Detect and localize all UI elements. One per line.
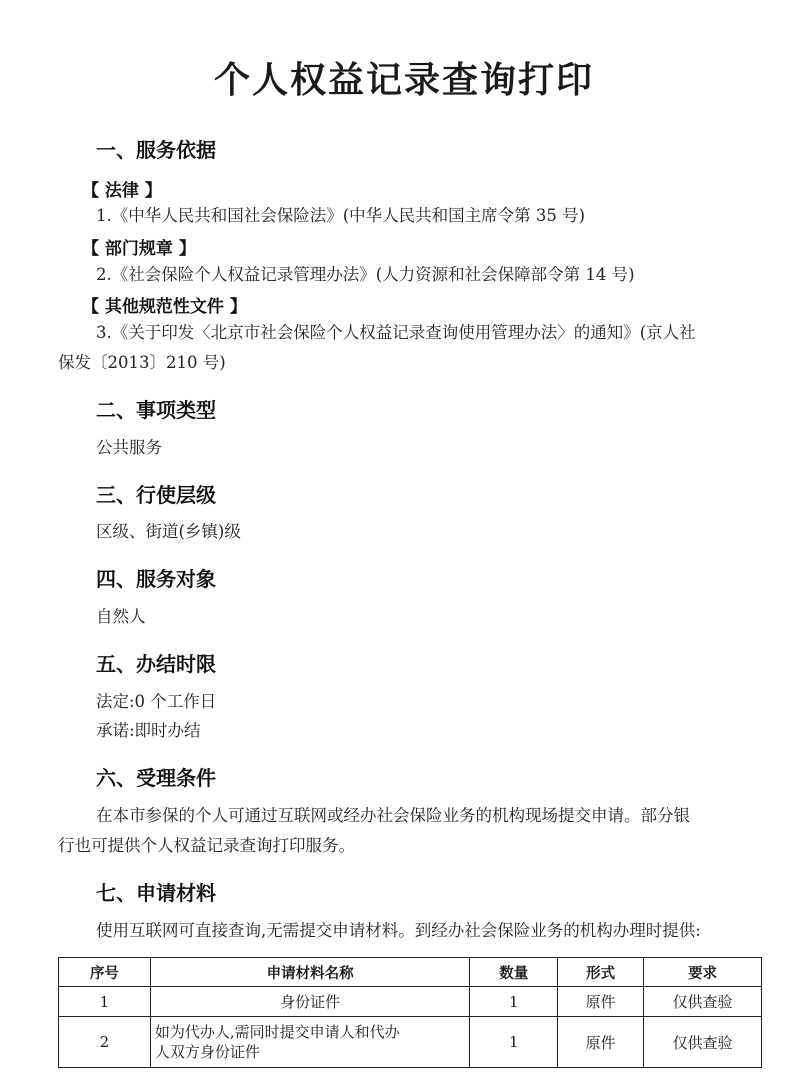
section-heading-basis: 一、服务依据 xyxy=(96,138,216,162)
column-header-form: 形式 xyxy=(558,958,644,987)
section-heading-target: 四、服务对象 xyxy=(96,567,216,591)
table-row xyxy=(59,1017,762,1068)
column-header-no: 序号 xyxy=(59,958,151,987)
cell-requirement: 仅供查验 xyxy=(644,987,762,1017)
cell-no: 2 xyxy=(59,1017,151,1068)
cell-form: 原件 xyxy=(558,987,644,1017)
cell-no: 1 xyxy=(59,987,151,1017)
column-header-requirement: 要求 xyxy=(644,958,762,987)
dept-rule-item: 2.《社会保险个人权益记录管理办法》(人力资源和社会保障部令第 14 号) xyxy=(96,265,635,284)
cell-name: 身份证件 xyxy=(150,987,469,1017)
materials-table xyxy=(58,957,762,1068)
cell-name-line1: 如为代办人,需同时提交申请人和代办 xyxy=(154,1023,400,1041)
level-text: 区级、街道(乡镇)级 xyxy=(96,522,241,541)
cell-qty: 1 xyxy=(470,987,558,1017)
other-doc-item-line1: 3.《关于印发〈北京市社会保险个人权益记录查询使用管理办法〉的通知》(京人社 xyxy=(96,323,696,342)
section-heading-type: 二、事项类型 xyxy=(96,398,216,422)
law-item: 1.《中华人民共和国社会保险法》(中华人民共和国主席令第 35 号) xyxy=(96,206,586,225)
target-text: 自然人 xyxy=(96,607,146,626)
section-heading-conditions: 六、受理条件 xyxy=(96,766,216,790)
promised-time-limit: 承诺:即时办结 xyxy=(96,721,201,740)
section-heading-time-limit: 五、办结时限 xyxy=(96,652,216,676)
page-title: 个人权益记录查询打印 xyxy=(213,59,594,101)
column-header-name: 申请材料名称 xyxy=(150,958,469,987)
table-header-row xyxy=(59,958,762,987)
cell-form: 原件 xyxy=(558,1017,644,1068)
materials-intro: 使用互联网可直接查询,无需提交申请材料。到经办社会保险业务的机构办理时提供: xyxy=(96,921,701,940)
section-heading-materials: 七、申请材料 xyxy=(96,881,216,905)
section-heading-level: 三、行使层级 xyxy=(96,483,216,507)
legal-time-limit: 法定:0 个工作日 xyxy=(96,692,217,711)
other-doc-item-line2: 保发〔2013〕210 号) xyxy=(58,353,226,372)
label-law: 【 法律 】 xyxy=(82,181,162,201)
column-header-qty: 数量 xyxy=(470,958,558,987)
cell-requirement: 仅供查验 xyxy=(644,1017,762,1068)
table-row xyxy=(59,987,762,1017)
label-dept-rules: 【 部门规章 】 xyxy=(82,239,196,259)
cell-name xyxy=(150,1017,469,1068)
conditions-line2: 行也可提供个人权益记录查询打印服务。 xyxy=(58,836,355,855)
type-text: 公共服务 xyxy=(96,438,162,457)
cell-qty: 1 xyxy=(470,1017,558,1068)
cell-name-line2: 人双方身份证件 xyxy=(154,1043,260,1061)
label-other-docs: 【 其他规范性文件 】 xyxy=(82,297,247,317)
conditions-line1: 在本市参保的个人可通过互联网或经办社会保险业务的机构现场提交申请。部分银 xyxy=(96,806,690,825)
